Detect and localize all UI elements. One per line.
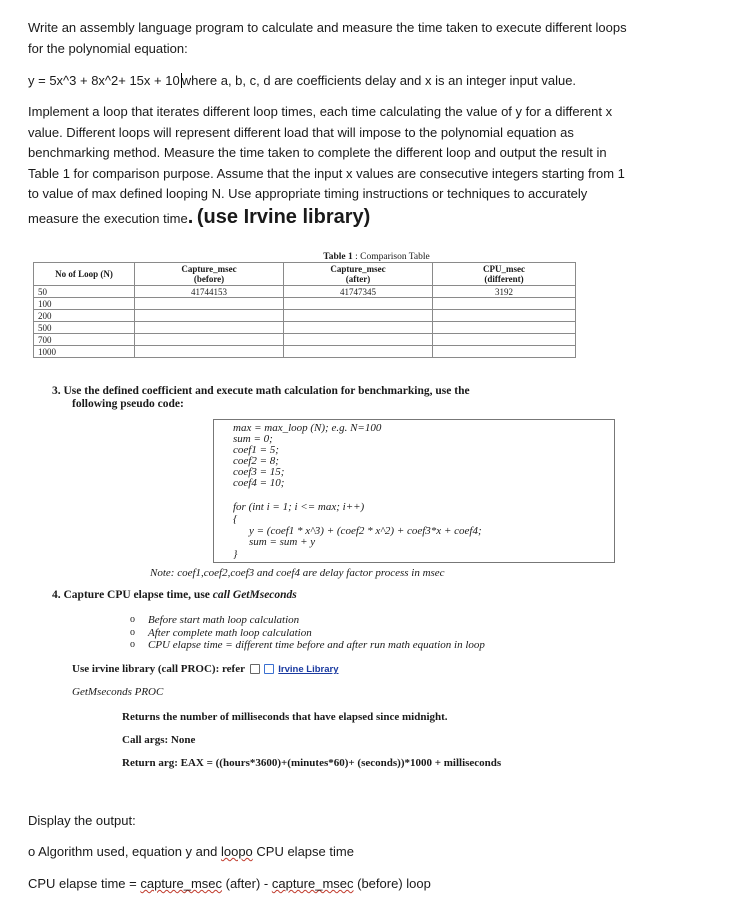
list-item — [130, 639, 485, 651]
cell-n: 700 — [34, 334, 135, 346]
cell-after — [284, 310, 433, 322]
cell-after — [284, 322, 433, 334]
implement-period: . — [187, 205, 194, 228]
table-row — [34, 286, 576, 298]
code-line: y = (coef1 * x^3) + (coef2 * x^2) + coef3*x + coef4; — [249, 525, 482, 537]
display-line-2-c: (before) loop — [353, 876, 431, 891]
getmseconds-return-arg: Return arg: EAX = ((hours*3600)+(minutes*60)+ (seconds))*1000 + milliseconds — [122, 757, 502, 769]
code-line: { — [233, 513, 238, 525]
cell-before — [135, 322, 284, 334]
section-4-call: call GetMseconds — [212, 589, 297, 601]
section-4-prefix: 4. Capture CPU elapse time, use — [52, 589, 213, 601]
code-line: sum = 0; — [233, 433, 273, 445]
display-line-2-b: (after) - — [222, 876, 272, 891]
header-capture-after-a: Capture_msec — [330, 264, 386, 274]
table-row — [34, 310, 576, 322]
bullet-marker: o — [130, 614, 135, 625]
getmseconds-returns: Returns the number of milliseconds that have elapsed since midnight. — [122, 711, 448, 723]
intro-line-2: for the polynomial equation: — [28, 40, 188, 56]
cell-before — [135, 298, 284, 310]
implement-line-5: to value of max defined looping N. Use appropriate timing instructions or techniques to accurately — [28, 186, 588, 201]
display-line-1-a: o Algorithm used, equation y and — [28, 844, 221, 859]
cell-diff — [433, 298, 576, 310]
link-document-icon — [264, 664, 274, 674]
table-caption-title: Comparison Table — [360, 252, 430, 262]
bullet-text: Before start math loop calculation — [148, 614, 300, 626]
getmseconds-args: Call args: None — [122, 734, 196, 746]
code-line: for (int i = 1; i <= max; i++) — [233, 501, 365, 513]
cell-after — [284, 298, 433, 310]
display-heading: Display the output: — [28, 813, 136, 828]
cell-n: 500 — [34, 322, 135, 334]
implement-line-2: value. Different loops will represent different load that will impose to the polynomial equation as — [28, 124, 574, 140]
cell-after — [284, 334, 433, 346]
implement-line-4: Table 1 for comparison purpose. Assume that the input x values are consecutive integers starting from 1 — [28, 165, 625, 181]
code-line: coef3 = 15; — [233, 466, 285, 478]
getmseconds-proc: GetMseconds PROC — [72, 686, 164, 698]
cell-before — [135, 334, 284, 346]
cell-n: 100 — [34, 298, 135, 310]
coefficient-note: Note: coef1,coef2,coef3 and coef4 are delay factor process in msec — [150, 567, 445, 579]
bullet-text: CPU elapse time = different time before and after run math equation in loop — [148, 639, 485, 651]
table-row — [34, 334, 576, 346]
cell-before — [135, 310, 284, 322]
bullet-text: After complete math loop calculation — [148, 627, 312, 639]
table-caption — [0, 252, 753, 262]
irvine-reference-text: Use irvine library (call PROC): refer — [72, 663, 245, 675]
table-row — [34, 298, 576, 310]
irvine-emphasis: (use Irvine library) — [196, 205, 371, 228]
code-line: sum = sum + y — [249, 536, 316, 548]
list-item — [130, 627, 312, 639]
section-4-heading — [52, 589, 297, 601]
code-line: coef4 = 10; — [233, 477, 285, 489]
equation-description: where a, b, c, d are coefficients delay and x is an integer input value. — [181, 73, 577, 88]
table-row — [34, 322, 576, 334]
table-caption-sep: : — [352, 252, 361, 262]
code-line: coef2 = 8; — [233, 455, 279, 467]
irvine-reference — [72, 663, 339, 675]
cell-n: 1000 — [34, 346, 135, 358]
bullet-marker: o — [130, 639, 135, 650]
display-line-1 — [28, 844, 354, 859]
table-header-row — [34, 263, 576, 286]
intro-paragraph — [28, 18, 728, 59]
cell-diff: 3192 — [433, 286, 576, 298]
intro-line-1: Write an assembly language program to calculate and measure the time taken to execute different loops — [28, 20, 627, 35]
cell-diff — [433, 310, 576, 322]
cell-after: 41747345 — [284, 286, 433, 298]
code-line: } — [233, 548, 238, 560]
table-caption-label: Table 1 — [323, 252, 353, 262]
implement-line-6 — [28, 207, 728, 230]
bullet-marker: o — [130, 627, 135, 638]
code-line: coef1 = 5; — [233, 444, 279, 456]
section-3-heading — [52, 385, 632, 411]
list-item — [130, 614, 299, 626]
header-capture-before-b: (before) — [193, 274, 225, 284]
header-cpu-msec-a: CPU_msec — [483, 264, 525, 274]
misspelled-word: loopo — [220, 844, 253, 859]
display-line-1-b: CPU elapse time — [252, 844, 354, 859]
display-line-2-a: CPU elapse time = — [28, 876, 141, 891]
misspelled-word: capture_msec — [140, 876, 223, 891]
header-cpu-msec — [433, 263, 576, 286]
section-3-line-1: 3. Use the defined coefficient and execute math calculation for benchmarking, use the — [52, 385, 470, 397]
minus-box-icon — [250, 664, 260, 674]
cell-n: 200 — [34, 310, 135, 322]
display-line-2 — [28, 876, 431, 891]
cell-after — [284, 346, 433, 358]
comparison-table — [33, 262, 576, 358]
header-capture-before-a: Capture_msec — [181, 264, 237, 274]
implement-line-3: benchmarking method. Measure the time taken to complete the different loop and output the result in — [28, 145, 607, 160]
implement-paragraph — [28, 102, 728, 229]
header-no-of-loop: No of Loop (N) — [34, 263, 135, 286]
implement-line-1: Implement a loop that iterates different loop times, each time calculating the value of y for a different x — [28, 104, 613, 119]
misspelled-word: capture_msec — [271, 876, 354, 891]
equation-formula: y = 5x^3 + 8x^2+ 15x + 10 — [28, 73, 180, 88]
header-capture-before — [135, 263, 284, 286]
header-capture-after — [284, 263, 433, 286]
cell-diff — [433, 334, 576, 346]
cell-before — [135, 346, 284, 358]
header-cpu-msec-b: (different) — [484, 274, 524, 284]
implement-line-6-text: measure the execution time — [28, 210, 188, 226]
cell-before: 41744153 — [135, 286, 284, 298]
cell-diff — [433, 346, 576, 358]
header-capture-after-b: (after) — [345, 274, 371, 284]
equation-line — [28, 71, 728, 92]
pseudocode-box — [213, 419, 615, 563]
irvine-library-link[interactable]: Irvine Library — [278, 664, 339, 675]
cell-diff — [433, 322, 576, 334]
code-line: max = max_loop (N); e.g. N=100 — [233, 422, 382, 434]
table-row — [34, 346, 576, 358]
section-3-line-2: following pseudo code: — [72, 398, 184, 410]
cell-n: 50 — [34, 286, 135, 298]
